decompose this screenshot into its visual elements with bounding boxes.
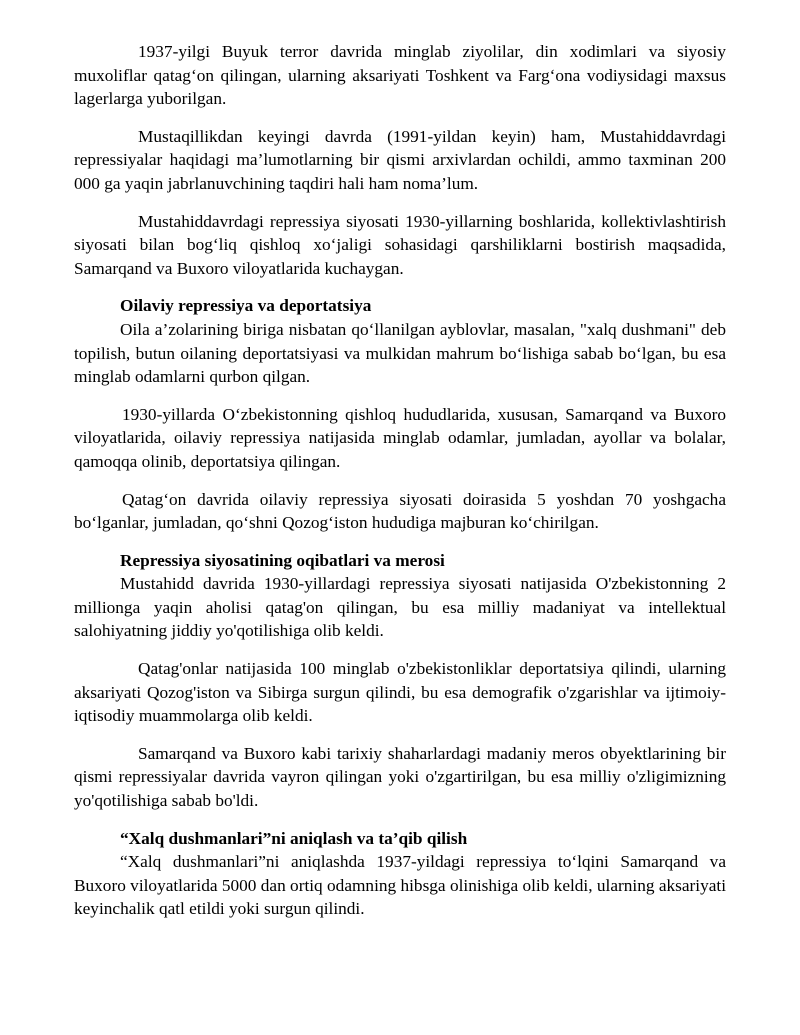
intro-paragraph-2: Mustaqillikdan keyingi davrda (1991-yildan keyin) ham, Mustahiddavrdagi repressiyalar haqidagi ma’lumotlarning bir qismi arxivlardan ochildi, ammo taxminan 200 000 ga yaqin jabrlanuvchining taqdiri hali ham noma’lum.	[74, 126, 726, 193]
section1-paragraph-2: 1930-yillarda O‘zbekistonning qishloq hududlarida, xususan, Samarqand va Buxoro viloyatlarida, oilaviy repressiya natijasida minglab odamlar, jumladan, ayollar va bolalar, qamoqqa olinib, deportatsiya qilingan.	[74, 404, 726, 471]
section-heading-enemies-of-people: “Xalq dushmanlari”ni aniqlash va ta’qib qilish	[120, 828, 468, 848]
intro-paragraph-1: 1937-yilgi Buyuk terror davrida minglab ziyolilar, din xodimlari va siyosiy muxoliflar qatag‘on qilingan, ularning aksariyati Toshkent va Farg‘ona vodiysidagi maxsus lagerlarga yuborilgan.	[74, 42, 726, 109]
document-page	[74, 40, 726, 935]
section2-paragraph-1: Mustahidd davrida 1930-yillardagi repressiya siyosati natijasida O'zbekistonning 2 millionga yaqin aholisi qatag'on qilingan, bu esa milliy madaniyat va intellektual salohiyatning jiddiy yo'qotilishiga olib keldi.	[74, 574, 726, 641]
section1-paragraph-3: Qatag‘on davrida oilaviy repressiya siyosati doirasida 5 yoshdan 70 yoshgacha bo‘lganlar, jumladan, qo‘shni Qozog‘iston hududiga majburan ko‘chirilgan.	[74, 489, 726, 533]
section3-paragraph-1: “Xalq dushmanlari”ni aniqlashda 1937-yildagi repressiya to‘lqini Samarqand va Buxoro viloyatlarida 5000 dan ortiq odamning hibsga olinishiga olib keldi, ularning aksariyati keyinchalik qatl etildi yoki surgun qilindi.	[74, 852, 726, 919]
section2-paragraph-3: Samarqand va Buxoro kabi tarixiy shaharlardagi madaniy meros obyektlarining bir qismi repressiyalar davrida vayron qilingan yoki o'zgartirilgan, bu esa milliy o'zligimizning yo'qotilishiga sabab bo'ldi.	[74, 743, 726, 811]
section-heading-family-repression: Oilaviy repressiya va deportatsiya	[120, 296, 372, 316]
section-heading-consequences: Repressiya siyosatining oqibatlari va merosi	[120, 550, 445, 570]
section2-paragraph-2: Qatag'onlar natijasida 100 minglab o'zbekistonliklar deportatsiya qilindi, ularning aksariyati Qozog'iston va Sibirga surgun qilindi, bu esa demografik o'zgarishlar va ijtimoiy-iqtisodiy muammolarga olib keldi.	[74, 659, 726, 726]
section1-paragraph-1: Oila a’zolarining biriga nisbatan qo‘llanilgan ayblovlar, masalan, "xalq dushmani" deb topilish, butun oilaning deportatsiyasi va mulkidan mahrum bo‘lishiga sabab bo‘lgan, bu esa minglab odamlarni qurbon qilgan.	[74, 319, 726, 387]
intro-paragraph-3: Mustahiddavrdagi repressiya siyosati 1930-yillarning boshlarida, kollektivlashtirish siyosati bilan bog‘liq qishloq xo‘jaligi sohasidagi qarshiliklarni bostirish maqsadida, Samarqand va Buxoro viloyatlarida kuchaygan.	[74, 211, 726, 278]
